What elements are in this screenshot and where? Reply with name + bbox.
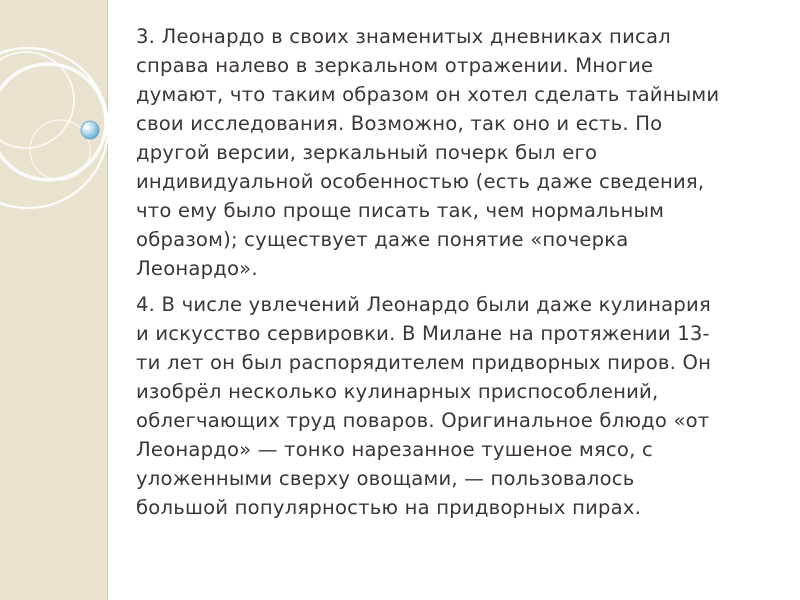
slide-body bbox=[136, 22, 768, 522]
text-line: свои исследования. Возможно, так оно и есть. По bbox=[136, 112, 663, 135]
text-line: что ему было проще писать так, чем нормальным bbox=[136, 199, 665, 222]
text-line: Леонардо» — тонко нарезанное тушеное мясо, с bbox=[136, 438, 653, 461]
paragraph-mirror-writing bbox=[136, 22, 768, 283]
text-line: 3. Леонардо в своих знаменитых дневниках писал bbox=[136, 25, 671, 48]
text-line: образом); существует даже понятие «почерка bbox=[136, 228, 629, 251]
paragraph-culinary bbox=[136, 290, 768, 522]
text-line: и искусство сервировки. В Милане на протяжении 13- bbox=[136, 322, 710, 345]
blue-bead bbox=[81, 121, 99, 139]
text-line: изобрёл несколько кулинарных приспособлений, bbox=[136, 380, 659, 403]
text-line: большой популярностью на придворных пирах. bbox=[136, 496, 642, 519]
text-line: другой версии, зеркальный почерк был его bbox=[136, 141, 598, 164]
text-line: уложенными сверху овощами, — пользовалось bbox=[136, 467, 635, 490]
bead-highlight bbox=[85, 125, 90, 130]
text-line: думают, что таким образом он хотел сделать тайными bbox=[136, 83, 720, 106]
text-line: облегчающих труд поваров. Оригинальное блюдо «от bbox=[136, 409, 710, 432]
text-line: 4. В числе увлечений Леонардо были даже кулинария bbox=[136, 293, 711, 316]
text-line: справа налево в зеркальном отражении. Многие bbox=[136, 54, 654, 77]
text-line: Леонардо». bbox=[136, 257, 258, 280]
text-line: индивидуальной особенностью (есть даже сведения, bbox=[136, 170, 705, 193]
text-line: ти лет он был распорядителем придворных пиров. Он bbox=[136, 351, 712, 374]
